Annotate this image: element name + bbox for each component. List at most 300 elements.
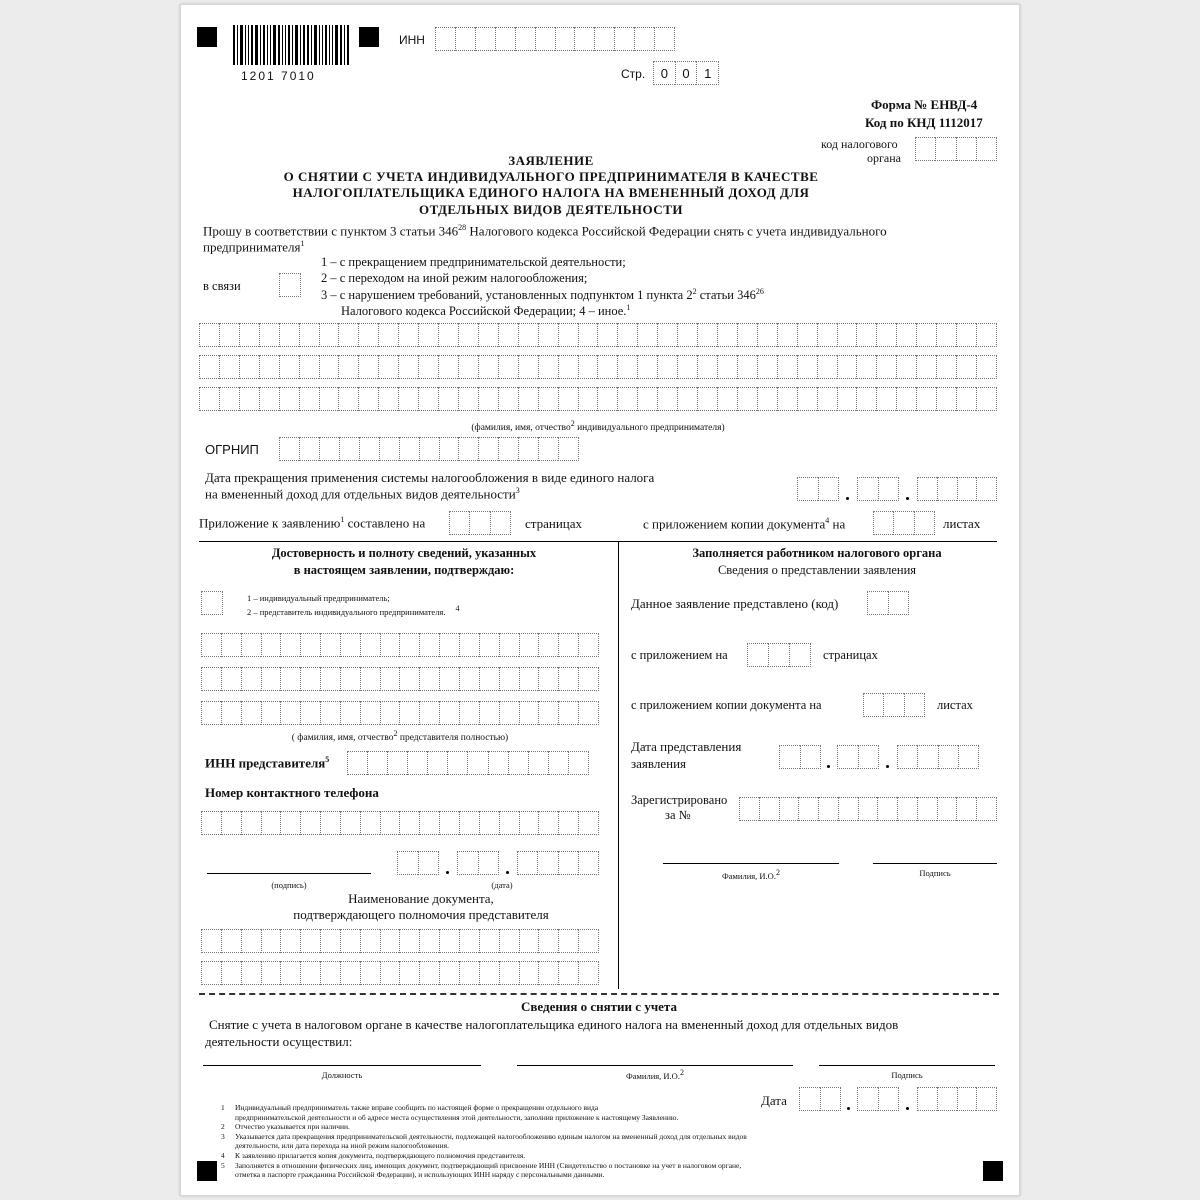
- input-cell[interactable]: [380, 667, 400, 691]
- input-cell[interactable]: [380, 929, 400, 953]
- input-cell[interactable]: [320, 701, 340, 725]
- input-cell[interactable]: [241, 701, 261, 725]
- input-cell[interactable]: [439, 811, 459, 835]
- input-cell[interactable]: [439, 961, 459, 985]
- input-cell[interactable]: [538, 701, 558, 725]
- input-cell[interactable]: [956, 137, 976, 161]
- end-date-day[interactable]: [797, 477, 839, 501]
- input-cell[interactable]: [578, 701, 599, 725]
- input-cell[interactable]: [958, 745, 979, 769]
- input-cell[interactable]: [697, 323, 717, 347]
- input-cell[interactable]: [418, 323, 438, 347]
- input-cell[interactable]: [280, 929, 300, 953]
- input-cell[interactable]: [378, 387, 398, 411]
- input-cell[interactable]: [558, 961, 578, 985]
- input-cell[interactable]: [697, 355, 717, 379]
- input-cell[interactable]: [538, 929, 558, 953]
- input-cell[interactable]: [438, 387, 458, 411]
- input-cell[interactable]: [300, 929, 320, 953]
- input-cell[interactable]: [479, 667, 499, 691]
- input-cell[interactable]: [538, 323, 558, 347]
- input-cell[interactable]: [280, 811, 300, 835]
- input-cell[interactable]: [380, 633, 400, 657]
- input-cell[interactable]: [917, 797, 937, 821]
- input-cell[interactable]: [558, 323, 578, 347]
- input-cell[interactable]: [578, 851, 599, 875]
- input-cell[interactable]: [657, 387, 677, 411]
- input-cell[interactable]: [479, 701, 499, 725]
- input-cell[interactable]: [360, 667, 380, 691]
- registration-number-cells[interactable]: [739, 797, 997, 821]
- input-cell[interactable]: [797, 323, 817, 347]
- input-cell[interactable]: [219, 355, 239, 379]
- input-cell[interactable]: [347, 751, 367, 775]
- input-cell[interactable]: [857, 477, 878, 501]
- input-cell[interactable]: [800, 745, 822, 769]
- input-cell[interactable]: [259, 387, 279, 411]
- input-cell[interactable]: [555, 27, 575, 51]
- input-cell[interactable]: [917, 477, 937, 501]
- input-cell[interactable]: [360, 701, 380, 725]
- input-cell[interactable]: [340, 929, 360, 953]
- input-cell[interactable]: [634, 27, 654, 51]
- input-cell[interactable]: [737, 323, 757, 347]
- input-cell[interactable]: [459, 667, 479, 691]
- input-cell[interactable]: [777, 323, 797, 347]
- input-cell[interactable]: [475, 27, 495, 51]
- input-cell[interactable]: [818, 477, 840, 501]
- input-cell[interactable]: [915, 137, 935, 161]
- input-cell[interactable]: [578, 929, 599, 953]
- input-cell[interactable]: [737, 387, 757, 411]
- input-cell[interactable]: [418, 851, 440, 875]
- input-cell[interactable]: [914, 511, 935, 535]
- input-cell[interactable]: [435, 27, 455, 51]
- input-cell[interactable]: [447, 751, 467, 775]
- input-cell[interactable]: [259, 323, 279, 347]
- input-cell[interactable]: [320, 811, 340, 835]
- input-cell[interactable]: [873, 511, 893, 535]
- input-cell[interactable]: [956, 323, 976, 347]
- input-cell[interactable]: [538, 355, 558, 379]
- input-cell[interactable]: [478, 355, 498, 379]
- input-cell[interactable]: [280, 961, 300, 985]
- input-cell[interactable]: [418, 387, 438, 411]
- input-cell[interactable]: [838, 797, 858, 821]
- input-cell[interactable]: [574, 27, 594, 51]
- input-cell[interactable]: [438, 323, 458, 347]
- input-cell[interactable]: [896, 323, 916, 347]
- input-cell[interactable]: [221, 701, 241, 725]
- input-cell[interactable]: [896, 355, 916, 379]
- document-row-1[interactable]: [201, 929, 599, 953]
- input-cell[interactable]: [280, 701, 300, 725]
- inn-cells[interactable]: [435, 27, 675, 51]
- entrepreneur-fio-row-1[interactable]: [199, 323, 997, 347]
- input-cell[interactable]: [737, 355, 757, 379]
- input-cell[interactable]: [759, 797, 779, 821]
- input-cell[interactable]: [359, 437, 379, 461]
- tax-office-code-cells[interactable]: [915, 137, 997, 161]
- input-cell[interactable]: [380, 701, 400, 725]
- input-cell[interactable]: [519, 811, 539, 835]
- input-cell[interactable]: [498, 323, 518, 347]
- input-cell[interactable]: [498, 355, 518, 379]
- input-cell[interactable]: [856, 355, 876, 379]
- input-cell[interactable]: [797, 387, 817, 411]
- input-cell[interactable]: [320, 633, 340, 657]
- input-cell[interactable]: [398, 387, 418, 411]
- input-cell[interactable]: [199, 355, 219, 379]
- input-cell[interactable]: [837, 323, 857, 347]
- input-cell[interactable]: [876, 387, 896, 411]
- signer-type-cell[interactable]: [201, 591, 223, 615]
- input-cell[interactable]: [261, 701, 281, 725]
- input-cell[interactable]: [757, 387, 777, 411]
- input-cell[interactable]: [637, 355, 657, 379]
- input-cell[interactable]: [455, 27, 475, 51]
- input-cell[interactable]: [418, 355, 438, 379]
- input-cell[interactable]: [380, 961, 400, 985]
- input-cell[interactable]: [459, 961, 479, 985]
- input-cell[interactable]: [319, 323, 339, 347]
- representative-fio-row-2[interactable]: [201, 667, 599, 691]
- input-cell[interactable]: [538, 387, 558, 411]
- input-cell[interactable]: [239, 323, 259, 347]
- input-cell[interactable]: [320, 667, 340, 691]
- input-cell[interactable]: [478, 387, 498, 411]
- input-cell[interactable]: [558, 633, 578, 657]
- input-cell[interactable]: [340, 811, 360, 835]
- input-cell[interactable]: [976, 355, 997, 379]
- input-cell[interactable]: [594, 27, 614, 51]
- input-cell[interactable]: [419, 811, 439, 835]
- input-cell[interactable]: [817, 355, 837, 379]
- input-cell[interactable]: [883, 693, 903, 717]
- input-cell[interactable]: [241, 961, 261, 985]
- input-cell[interactable]: [299, 387, 319, 411]
- input-cell[interactable]: [201, 633, 221, 657]
- input-cell[interactable]: [657, 355, 677, 379]
- input-cell[interactable]: [957, 477, 977, 501]
- input-cell[interactable]: [837, 355, 857, 379]
- input-cell[interactable]: [467, 751, 487, 775]
- end-date-year[interactable]: [917, 477, 997, 501]
- input-cell[interactable]: [938, 745, 958, 769]
- representative-fio-row-1[interactable]: [201, 633, 599, 657]
- input-cell[interactable]: [498, 437, 518, 461]
- input-cell[interactable]: [279, 437, 299, 461]
- input-cell[interactable]: [777, 387, 797, 411]
- representative-inn-cells[interactable]: [347, 751, 589, 775]
- input-cell[interactable]: [399, 961, 419, 985]
- input-cell[interactable]: [677, 355, 697, 379]
- input-cell[interactable]: [597, 355, 617, 379]
- input-cell[interactable]: [299, 355, 319, 379]
- input-cell[interactable]: [239, 387, 259, 411]
- input-cell[interactable]: [858, 745, 880, 769]
- input-cell[interactable]: [518, 437, 538, 461]
- input-cell[interactable]: [201, 701, 221, 725]
- input-cell[interactable]: [419, 701, 439, 725]
- input-cell[interactable]: [241, 811, 261, 835]
- input-cell[interactable]: [300, 961, 320, 985]
- input-cell[interactable]: [457, 851, 478, 875]
- input-cell[interactable]: [976, 387, 997, 411]
- input-cell[interactable]: [558, 667, 578, 691]
- input-cell[interactable]: [499, 811, 519, 835]
- input-cell[interactable]: [419, 961, 439, 985]
- input-cell[interactable]: [888, 591, 910, 615]
- representative-fio-row-3[interactable]: [201, 701, 599, 725]
- input-cell[interactable]: [558, 851, 578, 875]
- sign-date-month[interactable]: [457, 851, 499, 875]
- input-cell[interactable]: [637, 323, 657, 347]
- input-cell[interactable]: [299, 437, 319, 461]
- appendix-pages-cells[interactable]: [449, 511, 511, 535]
- input-cell[interactable]: [221, 929, 241, 953]
- submission-date-month[interactable]: [837, 745, 879, 769]
- input-cell[interactable]: [877, 797, 897, 821]
- input-cell[interactable]: [916, 387, 936, 411]
- submitted-code-cells[interactable]: [867, 591, 909, 615]
- input-cell[interactable]: [976, 477, 997, 501]
- input-cell[interactable]: [399, 633, 419, 657]
- input-cell[interactable]: [458, 355, 478, 379]
- input-cell[interactable]: [360, 811, 380, 835]
- ogrnip-cells[interactable]: [279, 437, 579, 461]
- input-cell[interactable]: [519, 701, 539, 725]
- input-cell[interactable]: [478, 851, 500, 875]
- input-cell[interactable]: [499, 929, 519, 953]
- input-cell[interactable]: [201, 667, 221, 691]
- input-cell[interactable]: [300, 667, 320, 691]
- input-cell[interactable]: [427, 751, 447, 775]
- input-cell[interactable]: [519, 667, 539, 691]
- input-cell[interactable]: [538, 437, 558, 461]
- input-cell[interactable]: [578, 387, 598, 411]
- input-cell[interactable]: [419, 667, 439, 691]
- input-cell[interactable]: [558, 437, 579, 461]
- input-cell[interactable]: [578, 355, 598, 379]
- reason-code-cell[interactable]: [279, 273, 301, 297]
- input-cell[interactable]: [399, 701, 419, 725]
- input-cell[interactable]: [261, 667, 281, 691]
- input-cell[interactable]: [459, 701, 479, 725]
- input-cell[interactable]: [747, 643, 768, 667]
- input-cell[interactable]: [937, 797, 957, 821]
- input-cell[interactable]: [419, 929, 439, 953]
- input-cell[interactable]: [199, 387, 219, 411]
- input-cell[interactable]: [397, 851, 418, 875]
- input-cell[interactable]: [897, 745, 917, 769]
- input-cell[interactable]: [439, 929, 459, 953]
- input-cell[interactable]: [863, 693, 883, 717]
- with-copies-cells[interactable]: [863, 693, 925, 717]
- phone-cells[interactable]: [201, 811, 599, 835]
- input-cell[interactable]: [578, 633, 599, 657]
- input-cell[interactable]: [340, 961, 360, 985]
- input-cell[interactable]: [221, 961, 241, 985]
- input-cell[interactable]: [956, 355, 976, 379]
- input-cell[interactable]: [259, 355, 279, 379]
- document-row-2[interactable]: [201, 961, 599, 985]
- sign-date-year[interactable]: [517, 851, 599, 875]
- input-cell[interactable]: [498, 387, 518, 411]
- input-cell[interactable]: [399, 929, 419, 953]
- input-cell[interactable]: [538, 667, 558, 691]
- input-cell[interactable]: [518, 355, 538, 379]
- input-cell[interactable]: [458, 323, 478, 347]
- input-cell[interactable]: [558, 355, 578, 379]
- input-cell[interactable]: [517, 851, 537, 875]
- input-cell[interactable]: [779, 745, 800, 769]
- input-cell[interactable]: [916, 323, 936, 347]
- input-cell[interactable]: [398, 323, 418, 347]
- input-cell[interactable]: [677, 387, 697, 411]
- input-cell[interactable]: [893, 511, 913, 535]
- input-cell[interactable]: [478, 437, 498, 461]
- submission-date-day[interactable]: [779, 745, 821, 769]
- input-cell[interactable]: [568, 751, 589, 775]
- input-cell[interactable]: [360, 961, 380, 985]
- input-cell[interactable]: [221, 811, 241, 835]
- input-cell[interactable]: [508, 751, 528, 775]
- input-cell[interactable]: [558, 929, 578, 953]
- input-cell[interactable]: [657, 323, 677, 347]
- input-cell[interactable]: [818, 797, 838, 821]
- input-cell[interactable]: [360, 633, 380, 657]
- input-cell[interactable]: [856, 323, 876, 347]
- input-cell[interactable]: [876, 323, 896, 347]
- input-cell[interactable]: [319, 437, 339, 461]
- sign-date-day[interactable]: [397, 851, 439, 875]
- input-cell[interactable]: [439, 667, 459, 691]
- appendix-copies-cells[interactable]: [873, 511, 935, 535]
- input-cell[interactable]: [528, 751, 548, 775]
- input-cell[interactable]: [279, 355, 299, 379]
- submission-date-year[interactable]: [897, 745, 979, 769]
- input-cell[interactable]: [459, 929, 479, 953]
- input-cell[interactable]: [387, 751, 407, 775]
- input-cell[interactable]: [458, 387, 478, 411]
- input-cell[interactable]: [936, 387, 956, 411]
- input-cell[interactable]: [241, 929, 261, 953]
- input-cell[interactable]: [459, 633, 479, 657]
- input-cell[interactable]: [358, 387, 378, 411]
- input-cell[interactable]: [817, 387, 837, 411]
- input-cell[interactable]: [518, 323, 538, 347]
- input-cell[interactable]: [479, 961, 499, 985]
- input-cell[interactable]: [280, 667, 300, 691]
- input-cell[interactable]: [221, 633, 241, 657]
- input-cell[interactable]: [219, 387, 239, 411]
- input-cell[interactable]: [917, 745, 937, 769]
- input-cell[interactable]: [697, 387, 717, 411]
- input-cell[interactable]: [340, 667, 360, 691]
- input-cell[interactable]: [617, 355, 637, 379]
- input-cell[interactable]: [976, 137, 997, 161]
- input-cell[interactable]: [201, 961, 221, 985]
- input-cell[interactable]: [459, 811, 479, 835]
- input-cell[interactable]: [617, 323, 637, 347]
- input-cell[interactable]: [637, 387, 657, 411]
- input-cell[interactable]: [654, 27, 675, 51]
- input-cell[interactable]: [261, 961, 281, 985]
- input-cell[interactable]: [614, 27, 634, 51]
- input-cell[interactable]: [300, 811, 320, 835]
- input-cell[interactable]: [439, 633, 459, 657]
- entrepreneur-fio-row-3[interactable]: [199, 387, 997, 411]
- page-digit[interactable]: 1: [696, 61, 719, 85]
- input-cell[interactable]: [319, 387, 339, 411]
- input-cell[interactable]: [378, 355, 398, 379]
- input-cell[interactable]: [358, 323, 378, 347]
- input-cell[interactable]: [538, 811, 558, 835]
- input-cell[interactable]: [904, 693, 925, 717]
- input-cell[interactable]: [777, 355, 797, 379]
- input-cell[interactable]: [360, 929, 380, 953]
- input-cell[interactable]: [677, 323, 697, 347]
- input-cell[interactable]: [201, 811, 221, 835]
- input-cell[interactable]: [495, 27, 515, 51]
- input-cell[interactable]: [199, 323, 219, 347]
- input-cell[interactable]: [499, 961, 519, 985]
- input-cell[interactable]: [976, 797, 997, 821]
- input-cell[interactable]: [936, 323, 956, 347]
- input-cell[interactable]: [837, 387, 857, 411]
- input-cell[interactable]: [896, 387, 916, 411]
- input-cell[interactable]: [201, 929, 221, 953]
- input-cell[interactable]: [519, 929, 539, 953]
- input-cell[interactable]: [519, 961, 539, 985]
- input-cell[interactable]: [219, 323, 239, 347]
- input-cell[interactable]: [261, 811, 281, 835]
- input-cell[interactable]: [548, 751, 568, 775]
- input-cell[interactable]: [768, 643, 789, 667]
- input-cell[interactable]: [449, 511, 469, 535]
- input-cell[interactable]: [320, 961, 340, 985]
- input-cell[interactable]: [976, 323, 997, 347]
- input-cell[interactable]: [578, 667, 599, 691]
- input-cell[interactable]: [241, 633, 261, 657]
- input-cell[interactable]: [789, 643, 811, 667]
- input-cell[interactable]: [867, 591, 888, 615]
- input-cell[interactable]: [578, 961, 599, 985]
- input-cell[interactable]: [319, 355, 339, 379]
- input-cell[interactable]: [757, 323, 777, 347]
- input-cell[interactable]: [479, 929, 499, 953]
- page-number-cells[interactable]: [653, 61, 719, 85]
- input-cell[interactable]: [537, 851, 557, 875]
- input-cell[interactable]: [739, 797, 759, 821]
- input-cell[interactable]: [239, 355, 259, 379]
- input-cell[interactable]: [320, 929, 340, 953]
- input-cell[interactable]: [338, 355, 358, 379]
- input-cell[interactable]: [797, 477, 818, 501]
- input-cell[interactable]: [798, 797, 818, 821]
- input-cell[interactable]: [419, 633, 439, 657]
- input-cell[interactable]: [241, 667, 261, 691]
- input-cell[interactable]: [367, 751, 387, 775]
- input-cell[interactable]: [956, 387, 976, 411]
- input-cell[interactable]: [300, 701, 320, 725]
- input-cell[interactable]: [936, 355, 956, 379]
- input-cell[interactable]: [398, 355, 418, 379]
- input-cell[interactable]: [488, 751, 508, 775]
- input-cell[interactable]: [338, 323, 358, 347]
- input-cell[interactable]: [439, 701, 459, 725]
